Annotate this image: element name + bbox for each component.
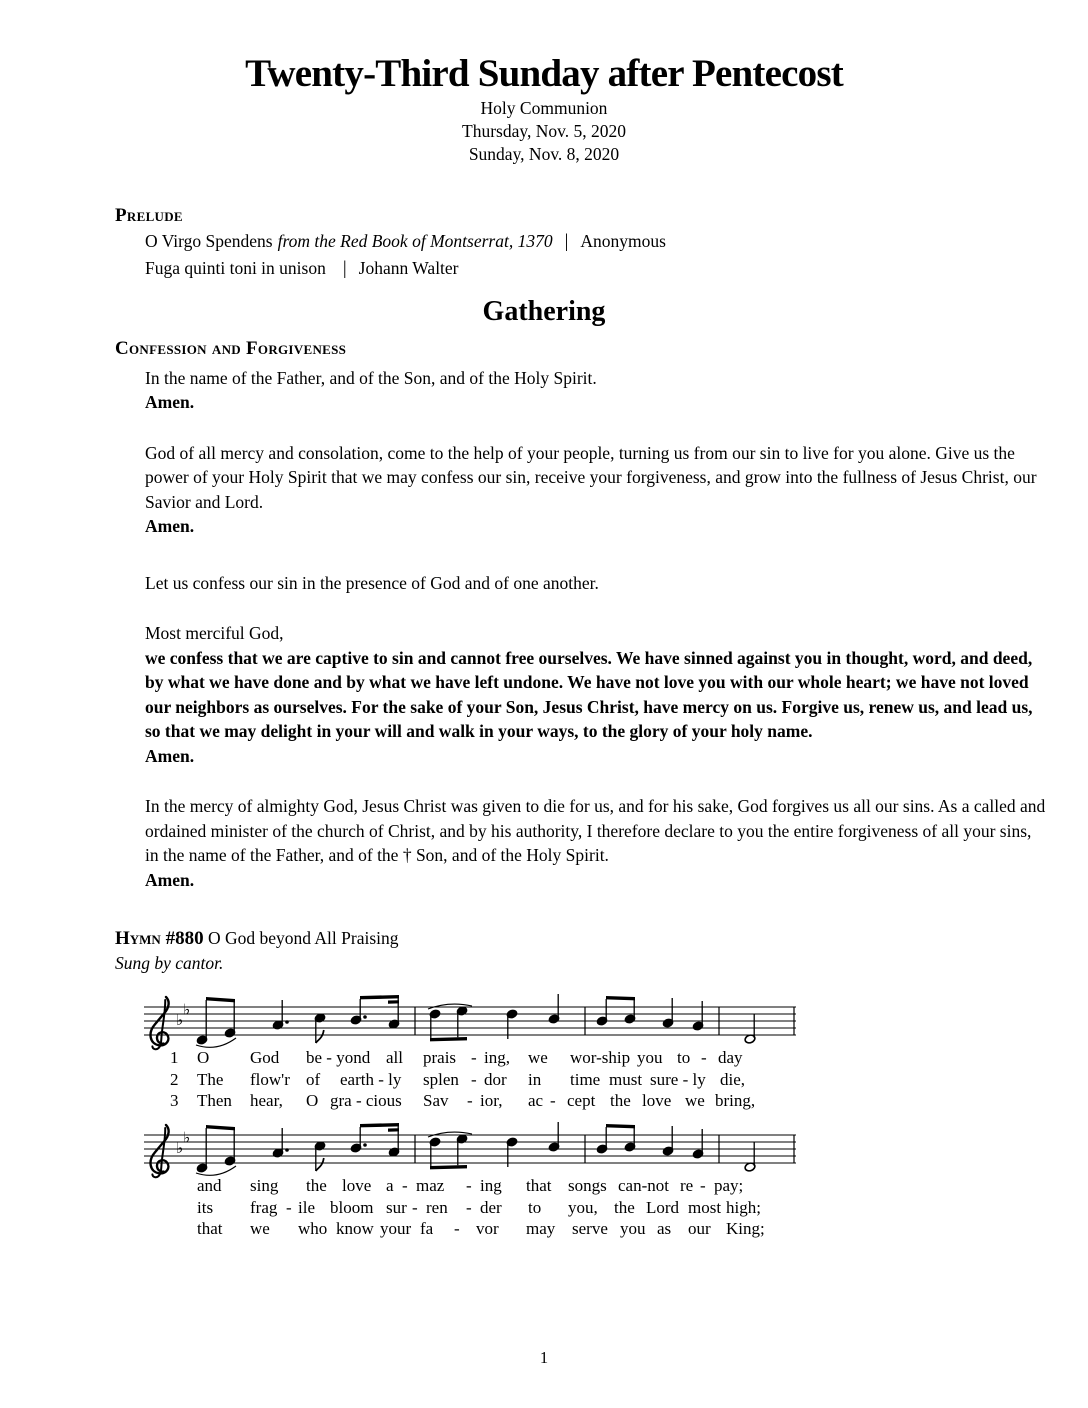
- lyric-syllable: can-not: [618, 1176, 669, 1196]
- lyric-syllable: sing: [250, 1176, 279, 1196]
- augmentation-dot: [363, 1016, 367, 1020]
- lyric-syllable: Sav: [423, 1091, 449, 1111]
- lyric-syllable: wor-ship: [570, 1048, 631, 1068]
- lyric-syllable: in: [528, 1069, 542, 1089]
- lyric-line: [140, 1219, 820, 1241]
- lyric-syllable: the: [306, 1176, 327, 1196]
- composer: Anonymous: [580, 230, 666, 251]
- lyric-syllable: -: [286, 1197, 292, 1217]
- divider-bar: |: [342, 257, 347, 279]
- lyric-syllable: sur: [386, 1197, 407, 1217]
- lyric-syllable: ing,: [484, 1048, 510, 1068]
- lyric-syllable: -: [466, 1176, 472, 1196]
- prelude-item-1: [145, 229, 1048, 254]
- assembly-response: Amen.: [145, 745, 195, 766]
- hymn-staff-1: [140, 991, 800, 1055]
- lyric-syllable: -: [701, 1048, 707, 1068]
- lyric-syllable: God: [250, 1048, 280, 1068]
- lyric-syllable: we: [250, 1219, 270, 1239]
- lyric-syllable: Then: [197, 1091, 232, 1111]
- lyric-syllable: high;: [726, 1197, 761, 1217]
- lyric-syllable: O: [306, 1091, 319, 1111]
- prelude-heading: Prelude: [115, 204, 183, 226]
- lyric-line: [140, 1198, 820, 1220]
- lyric-syllable: earth - ly: [340, 1069, 402, 1089]
- augmentation-dot: [285, 1021, 289, 1025]
- lyric-syllable: 1: [170, 1048, 179, 1068]
- liturgy-text: In the name of the Father, and of the Son, and of the Holy Spirit.: [145, 367, 597, 388]
- lyric-syllable: -: [471, 1048, 477, 1068]
- lyric-syllable: -: [550, 1091, 556, 1111]
- lyric-syllable: most: [688, 1197, 722, 1217]
- beam: [430, 1165, 467, 1169]
- lyric-syllable: be - yond: [306, 1048, 371, 1068]
- lyric-syllable: -: [700, 1176, 706, 1196]
- lyric-syllable: we: [528, 1048, 548, 1068]
- liturgy-text: Most merciful God,: [145, 623, 284, 644]
- lyric-syllable: ren: [426, 1197, 448, 1217]
- hymn-staff-2: [140, 1119, 800, 1183]
- confession-heading: Confession and Forgiveness: [115, 337, 347, 359]
- lyric-line: [140, 1091, 820, 1113]
- lyric-syllable: serve: [572, 1219, 608, 1239]
- lyric-syllable: hear,: [250, 1091, 283, 1111]
- hymn-section: [115, 926, 1048, 951]
- piece-title: O Virgo Spendens: [145, 230, 273, 251]
- lyric-syllable: -: [466, 1197, 472, 1217]
- lyric-syllable: sure - ly: [650, 1069, 706, 1089]
- page-number: 1: [539, 1348, 549, 1367]
- page-title: Twenty-Third Sunday after Pentecost: [245, 52, 843, 95]
- lyric-syllable: may: [526, 1219, 556, 1239]
- lyric-syllable: songs: [568, 1176, 607, 1196]
- lyric-syllable: day: [718, 1048, 743, 1068]
- lyric-syllable: bring,: [715, 1091, 756, 1111]
- lyric-syllable: time: [570, 1069, 601, 1089]
- liturgy-block-5: [145, 794, 1048, 892]
- beam: [206, 997, 235, 1002]
- beam: [388, 1129, 399, 1133]
- liturgy-block-2: [145, 441, 1048, 539]
- lyric-syllable: die,: [720, 1069, 746, 1089]
- lyric-syllable: who: [298, 1219, 328, 1239]
- flat-sign-icon: ♭: [176, 1011, 184, 1030]
- lyric-syllable: of: [306, 1069, 321, 1089]
- hymn-title: O God beyond All Praising: [207, 928, 399, 949]
- assembly-response: Amen.: [145, 516, 195, 537]
- lyric-syllable: that: [526, 1176, 552, 1196]
- beam: [430, 1037, 467, 1041]
- lyric-syllable: prais: [423, 1048, 457, 1068]
- augmentation-dot: [285, 1149, 289, 1153]
- beam: [606, 996, 635, 1000]
- liturgy-text: Let us confess our sin in the presence of God and of one another.: [145, 572, 599, 593]
- lyric-syllable: all: [386, 1048, 403, 1068]
- lyric-syllable: ing: [480, 1176, 502, 1196]
- lyric-syllable: must: [609, 1069, 643, 1089]
- subtitle-service: Holy Communion: [480, 97, 608, 118]
- flag: [316, 1158, 324, 1171]
- liturgy-block-1: [145, 366, 1048, 415]
- lyric-syllable: O: [197, 1048, 210, 1068]
- lyric-syllable: -: [402, 1176, 408, 1196]
- prelude-item-2: [145, 256, 1048, 281]
- lyric-syllable: fa: [420, 1219, 434, 1239]
- lyric-syllable: -: [412, 1197, 418, 1217]
- lyric-syllable: a: [386, 1176, 394, 1196]
- hymn-number-label: Hymn #880: [115, 928, 204, 950]
- lyric-syllable: the: [610, 1091, 631, 1111]
- subtitle-date-2: Sunday, Nov. 8, 2020: [468, 143, 620, 164]
- lyric-line: [140, 1070, 820, 1092]
- flag: [316, 1030, 324, 1043]
- lyric-syllable: 2: [170, 1069, 179, 1089]
- lyric-syllable: gra - cious: [330, 1091, 402, 1111]
- assembly-response: Amen.: [145, 392, 195, 413]
- lyric-syllable: The: [197, 1069, 224, 1089]
- lyric-syllable: as: [657, 1219, 672, 1239]
- lyric-syllable: splen: [423, 1069, 459, 1089]
- prelude-section: [0, 204, 1088, 281]
- lyric-syllable: King;: [726, 1219, 765, 1239]
- lyric-syllable: flow'r: [250, 1069, 290, 1089]
- liturgy-text: God of all mercy and consolation, come to the help of your people, turning us from our sin to live for you alone. Give us the power of your Holy Spirit that we may confess our sin, receive your forgiveness, and grow into the fullness of Jesus Christ, our Savior and Lord.: [145, 442, 1037, 512]
- lyric-syllable: maz: [416, 1176, 445, 1196]
- lyric-syllable: and: [197, 1176, 222, 1196]
- hymn-lyrics-2: [140, 1176, 820, 1241]
- lyric-syllable: bloom: [330, 1197, 374, 1217]
- lyric-syllable: to: [528, 1197, 542, 1217]
- flat-sign-icon: ♭: [183, 1128, 191, 1147]
- lyric-syllable: re: [680, 1176, 694, 1196]
- hymn-score: [140, 991, 840, 1243]
- beam: [388, 1001, 399, 1005]
- lyric-syllable: love: [342, 1176, 372, 1196]
- flat-sign-icon: ♭: [176, 1139, 184, 1158]
- assembly-confession-text: we confess that we are captive to sin and cannot free ourselves. We have sinned against you in thought, word, and deed, by what we have done and by what we have left undone. We have not love you with our whole heart; we have not loved our neighbors as ourselves. For the sake of your Son, Jesus Christ, have mercy on us. Forgive us, renew us, and lead us, so that we may delight in your will and walk in your ways, to the glory of your holy name.: [145, 647, 1033, 742]
- lyric-syllable: your: [380, 1219, 412, 1239]
- lyric-syllable: Lord: [646, 1197, 680, 1217]
- lyric-syllable: -: [467, 1091, 473, 1111]
- lyric-syllable: frag: [250, 1197, 278, 1217]
- lyric-syllable: to: [677, 1048, 691, 1068]
- lyric-syllable: know: [336, 1219, 374, 1239]
- assembly-response: Amen.: [145, 869, 195, 890]
- beam: [206, 1125, 235, 1130]
- hymn-lyrics-1: [140, 1048, 820, 1113]
- liturgy-block-4: [145, 621, 1048, 768]
- lyric-syllable: vor: [476, 1219, 499, 1239]
- lyric-syllable: its: [197, 1197, 214, 1217]
- lyric-syllable: -: [454, 1219, 460, 1239]
- lyric-syllable: ac: [528, 1091, 544, 1111]
- gathering-heading: Gathering: [482, 295, 606, 327]
- lyric-syllable: you: [620, 1219, 646, 1239]
- lyric-syllable: dor: [484, 1069, 507, 1089]
- augmentation-dot: [363, 1144, 367, 1148]
- beam: [606, 1124, 635, 1128]
- lyric-syllable: the: [614, 1197, 635, 1217]
- lyric-syllable: -: [471, 1069, 477, 1089]
- composer: Johann Walter: [358, 257, 459, 278]
- flat-sign-icon: ♭: [183, 1000, 191, 1019]
- lyric-syllable: that: [197, 1219, 223, 1239]
- beam: [360, 1123, 399, 1127]
- lyric-syllable: pay;: [714, 1176, 744, 1196]
- hymn-direction: Sung by cantor.: [115, 953, 224, 974]
- liturgy-text: In the mercy of almighty God, Jesus Christ was given to die for us, and for his sake, God forgives us all our sins. As a called and ordained minister of the church of Christ, and by his authority, I therefore declare to you the entire forgiveness of all your sins, in the name of the Father, and of the † Son, and of the Holy Spirit.: [145, 796, 1046, 866]
- piece-title: Fuga quinti toni in unison: [145, 257, 326, 278]
- lyric-syllable: ior,: [480, 1091, 503, 1111]
- lyric-syllable: our: [688, 1219, 711, 1239]
- lyric-syllable: cept: [567, 1091, 596, 1111]
- lyric-syllable: der: [480, 1197, 502, 1217]
- lyric-line: [140, 1176, 820, 1198]
- piece-source: from the Red Book of Montserrat, 1370: [277, 230, 553, 251]
- lyric-syllable: you,: [568, 1197, 598, 1217]
- beam: [360, 995, 399, 999]
- subtitle-date-1: Thursday, Nov. 5, 2020: [462, 120, 626, 141]
- lyric-syllable: ile: [298, 1197, 315, 1217]
- lyric-syllable: we: [685, 1091, 705, 1111]
- lyric-syllable: 3: [170, 1091, 179, 1111]
- lyric-syllable: you: [637, 1048, 663, 1068]
- liturgy-block-3: [145, 571, 1048, 596]
- divider-bar: |: [564, 230, 569, 252]
- lyric-syllable: love: [642, 1091, 672, 1111]
- lyric-line: [140, 1048, 820, 1070]
